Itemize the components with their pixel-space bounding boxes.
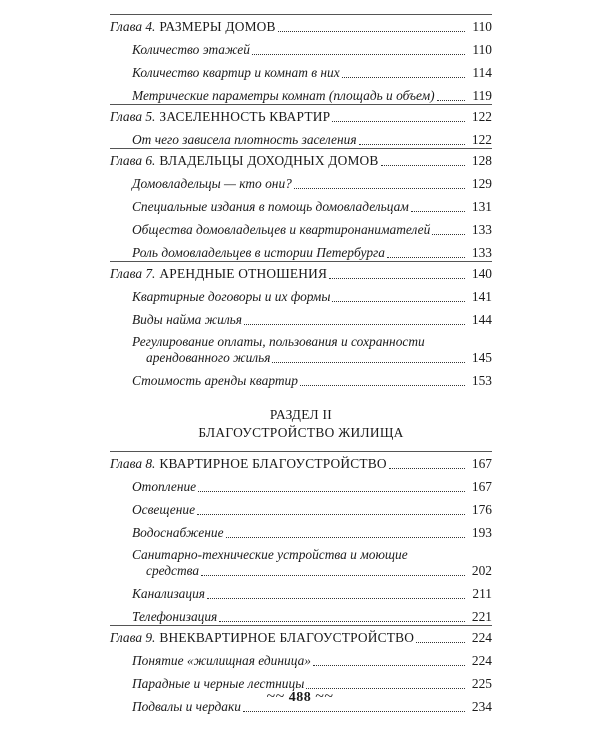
section-title: БЛАГОУСТРОЙСТВО ЖИЛИЩА [198, 425, 404, 440]
toc-item [110, 646, 492, 669]
page-number: 193 [471, 525, 492, 540]
chapter-title: ЗАСЕЛЕННОСТЬ КВАРТИР [159, 109, 331, 124]
footer-page-number: 488 [288, 690, 312, 705]
page-footer [0, 688, 600, 706]
item-title: Виды найма жилья [132, 312, 242, 327]
dot-leader [437, 100, 465, 101]
toc-item [110, 328, 492, 366]
page-number: 114 [472, 65, 492, 80]
page-number: 141 [471, 289, 492, 304]
item-title: Канализация [132, 586, 205, 601]
toc-item [110, 495, 492, 518]
dot-leader [389, 468, 465, 469]
item-title: Стоимость аренды квартир [132, 373, 298, 388]
dot-leader [342, 77, 465, 78]
chapter-block [110, 104, 492, 148]
page-number: 128 [471, 153, 492, 168]
page-number: 224 [471, 630, 492, 645]
dot-leader [387, 257, 465, 258]
item-title: Метрические параметры комнат (площадь и объем) [132, 88, 435, 103]
ornament-left-2: ~ [275, 688, 285, 705]
dot-leader [201, 575, 465, 576]
page-number: 110 [472, 19, 492, 34]
page-number: 129 [471, 176, 492, 191]
item-title-line1: Регулирование оплаты, пользования и сохранности [132, 334, 425, 349]
item-title [132, 334, 466, 366]
item-title: Количество этажей [132, 42, 250, 57]
item-title [132, 547, 466, 579]
dot-leader [252, 54, 465, 55]
page-number: 202 [471, 563, 492, 578]
page-number: 144 [471, 312, 492, 327]
dot-leader [359, 144, 465, 145]
dot-leader [244, 324, 465, 325]
page-number: 131 [471, 199, 492, 214]
item-title: Парадные и черные лестницы [132, 676, 305, 691]
dot-leader [381, 165, 465, 166]
chapter-label: Глава 9. [110, 630, 156, 645]
chapter-label: Глава 7. [110, 266, 156, 281]
chapter-label: Глава 8. [110, 456, 156, 471]
dot-leader [197, 514, 465, 515]
toc-item [110, 579, 492, 602]
page-number: 176 [471, 502, 492, 517]
toc-item [110, 125, 492, 148]
toc-item [110, 305, 492, 328]
chapter-block [110, 261, 492, 389]
item-title: Роль домовладельцев в истории Петербурга [132, 245, 385, 260]
chapter-block [110, 148, 492, 261]
toc-item [110, 58, 492, 81]
page-number: 167 [471, 479, 492, 494]
toc-item [110, 366, 492, 389]
chapter-row [110, 262, 492, 282]
page-number: 221 [471, 609, 492, 624]
item-title: Количество квартир и комнат в них [132, 65, 340, 80]
dot-leader [332, 121, 465, 122]
dot-leader [313, 665, 465, 666]
item-title: Общества домовладельцев и квартиронанимателей [132, 222, 431, 237]
toc-item [110, 472, 492, 495]
toc-item [110, 282, 492, 305]
dot-leader [243, 711, 465, 712]
chapter-label: Глава 5. [110, 109, 156, 124]
page-number: 122 [471, 109, 492, 124]
toc-item [110, 192, 492, 215]
page-number: 119 [472, 88, 492, 103]
item-title: Телефонизация [132, 609, 218, 624]
ornament-right: ~ [315, 688, 325, 705]
chapter-block [110, 451, 492, 625]
item-title: Отопление [132, 479, 197, 494]
section-number: РАЗДЕЛ II [269, 407, 333, 422]
dot-leader [300, 385, 465, 386]
dot-leader [272, 362, 465, 363]
item-title: Освещение [132, 502, 196, 517]
dot-leader [432, 234, 465, 235]
item-title: От чего зависела плотность заселения [132, 132, 357, 147]
chapter-row [110, 15, 492, 35]
dot-leader [411, 211, 465, 212]
item-title-line2-row [132, 563, 466, 579]
page-number: 153 [471, 373, 492, 388]
page-number: 234 [471, 699, 492, 714]
chapter-title: АРЕНДНЫЕ ОТНОШЕНИЯ [159, 266, 328, 281]
chapter-row [110, 149, 492, 169]
page-number: 133 [471, 245, 492, 260]
dot-leader [278, 31, 465, 32]
dot-leader [226, 537, 465, 538]
chapter-title: ВЛАДЕЛЬЦЫ ДОХОДНЫХ ДОМОВ [159, 153, 379, 168]
item-title: Понятие «жилищная единица» [132, 653, 311, 668]
dot-leader [294, 188, 465, 189]
dot-leader [219, 621, 465, 622]
page-number: 140 [471, 266, 492, 281]
toc-item [110, 81, 492, 104]
toc-item [110, 541, 492, 579]
item-title: Домовладельцы — кто они? [132, 176, 292, 191]
dot-leader [207, 598, 465, 599]
chapter-title: РАЗМЕРЫ ДОМОВ [159, 19, 276, 34]
chapter-row [110, 626, 492, 646]
chapter-label: Глава 6. [110, 153, 156, 168]
chapter-block [110, 14, 492, 104]
toc-item [110, 215, 492, 238]
dot-leader [416, 642, 465, 643]
ornament-right-2: ~ [324, 688, 334, 705]
item-title: Подвалы и чердаки [132, 699, 241, 714]
page-number: 122 [471, 132, 492, 147]
item-title-line1: Санитарно-технические устройства и моющие [132, 547, 408, 562]
toc-item [110, 518, 492, 541]
dot-leader [198, 491, 465, 492]
table-of-contents [110, 14, 492, 715]
chapter-row [110, 452, 492, 472]
toc-item [110, 35, 492, 58]
page-number: 133 [471, 222, 492, 237]
page-number: 225 [471, 676, 492, 691]
toc-item [110, 238, 492, 261]
item-title: Водоснабжение [132, 525, 224, 540]
item-title-line2: арендованного жилья [132, 350, 466, 366]
page-number: 211 [472, 586, 492, 601]
chapter-title: ВНЕКВАРТИРНОЕ БЛАГОУСТРОЙСТВО [159, 630, 415, 645]
chapter-title: КВАРТИРНОЕ БЛАГОУСТРОЙСТВО [159, 456, 387, 471]
toc-item [110, 602, 492, 625]
dot-leader [332, 301, 465, 302]
page-number: 167 [471, 456, 492, 471]
dot-leader [329, 278, 465, 279]
page-number: 110 [472, 42, 492, 57]
ornament-left: ~ [266, 688, 276, 705]
chapter-label: Глава 4. [110, 19, 156, 34]
item-title: Специальные издания в помощь домовладельцам [132, 199, 409, 214]
page-number: 145 [471, 350, 492, 365]
page-number: 224 [471, 653, 492, 668]
item-title-line2: средства [146, 563, 200, 578]
toc-item [110, 169, 492, 192]
item-title: Квартирные договоры и их формы [132, 289, 331, 304]
chapter-row [110, 105, 492, 125]
